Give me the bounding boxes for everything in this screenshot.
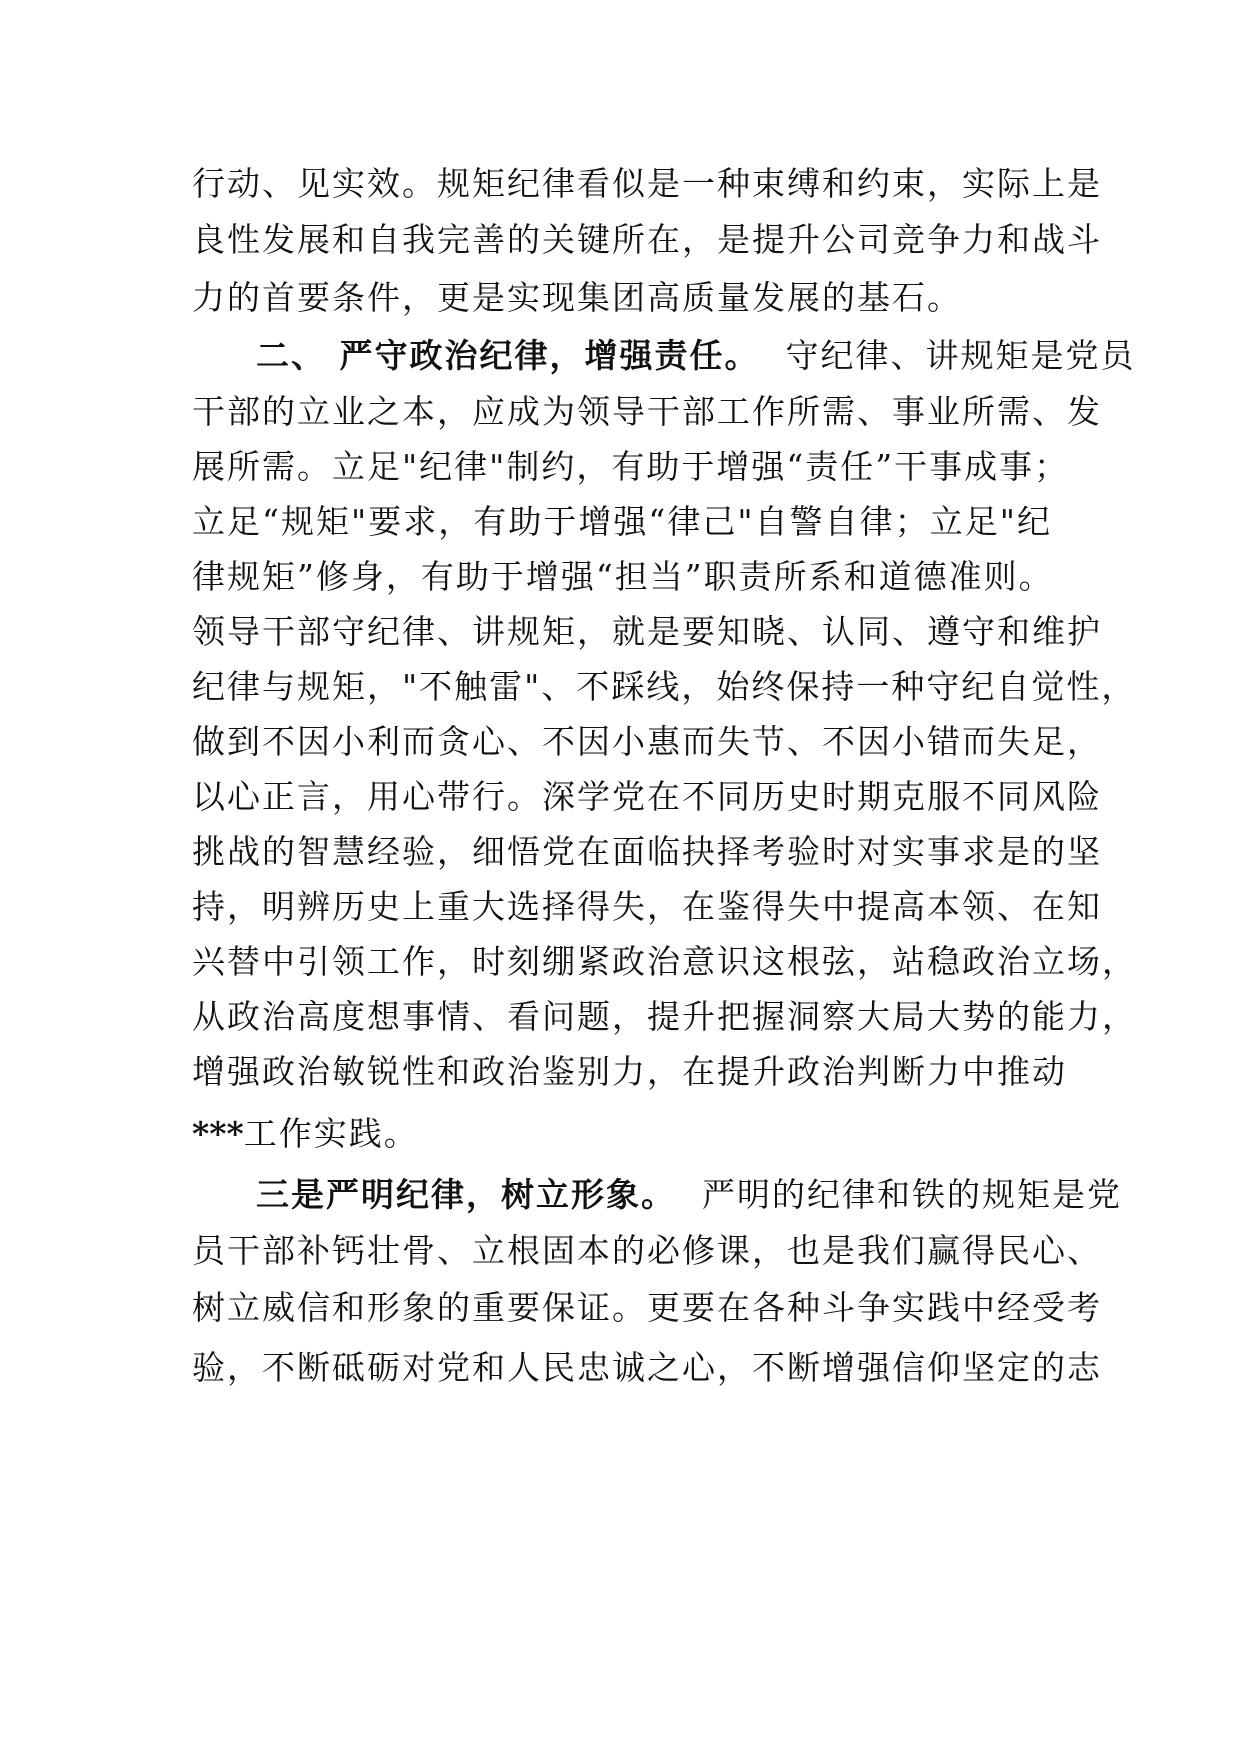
section-3-first-line bbox=[192, 1165, 1122, 1225]
paragraph-line: 从政治高度想事情、看问题，提升把握洞察大局大势的能力， bbox=[192, 997, 1137, 1036]
paragraph-line: 员干部补钙壮骨、立根固本的必修课，也是我们赢得民心、 bbox=[192, 1231, 1102, 1270]
paragraph-line: 律规矩”修身，有助于增强“担当”职责所系和道德准则。 bbox=[192, 557, 1054, 596]
section-3-first-text: 严明的纪律和铁的规矩是党 bbox=[702, 1175, 1122, 1214]
paragraph-line: 力的首要条件，更是实现集团高质量发展的基石。 bbox=[192, 278, 962, 317]
paragraph-line: 纪律与规矩，"不触雷"、不踩线，始终保持一种守纪自觉性， bbox=[192, 667, 1137, 706]
section-2-last-text: 工作实践。 bbox=[243, 1114, 419, 1153]
paragraph-line: 兴替中引领工作，时刻绷紧政治意识这根弦，站稳政治立场， bbox=[192, 942, 1137, 981]
paragraph-line: 以心正言，用心带行。深学党在不同历史时期克服不同风险 bbox=[192, 777, 1102, 816]
paragraph-line: 领导干部守纪律、讲规矩，就是要知晓、认同、遵守和维护 bbox=[192, 612, 1102, 651]
section-2-last-line bbox=[192, 1104, 1052, 1164]
redacted-mark: *** bbox=[192, 1114, 244, 1153]
section-2-heading: 二、 严守政治纪律，增强责任。 bbox=[256, 336, 760, 375]
section-2-first-line bbox=[192, 326, 1136, 386]
paragraph-line: 验，不断砥砺对党和人民忠诚之心，不断增强信仰坚定的志 bbox=[192, 1348, 1102, 1387]
section-3-heading: 三是严明纪律，树立形象。 bbox=[256, 1175, 676, 1214]
paragraph-line: 树立威信和形象的重要保证。更要在各种斗争实践中经受考 bbox=[192, 1288, 1102, 1327]
paragraph-line: 干部的立业之本，应成为领导干部工作所需、事业所需、发 bbox=[192, 392, 1102, 431]
paragraph-line: 展所需。立足"纪律"制约，有助于增强“责任”干事成事； bbox=[192, 447, 1070, 486]
paragraph-line: 做到不因小利而贪心、不因小惠而失节、不因小错而失足， bbox=[192, 722, 1102, 761]
paragraph-line: 立足“规矩"要求，有助于增强“律己"自警自律；立足"纪 bbox=[192, 502, 1052, 541]
section-2-first-text: 守纪律、讲规矩是党员 bbox=[785, 336, 1136, 375]
paragraph-line: 持，明辨历史上重大选择得失，在鉴得失中提高本领、在知 bbox=[192, 887, 1102, 926]
paragraph-line: 良性发展和自我完善的关键所在，是提升公司竞争力和战斗 bbox=[192, 220, 1102, 259]
paragraph-line: 挑战的智慧经验，细悟党在面临抉择考验时对实事求是的坚 bbox=[192, 832, 1102, 871]
paragraph-line: 增强政治敏锐性和政治鉴别力，在提升政治判断力中推动 bbox=[192, 1052, 1067, 1091]
paragraph-line: 行动、见实效。规矩纪律看似是一种束缚和约束，实际上是 bbox=[192, 164, 1102, 203]
